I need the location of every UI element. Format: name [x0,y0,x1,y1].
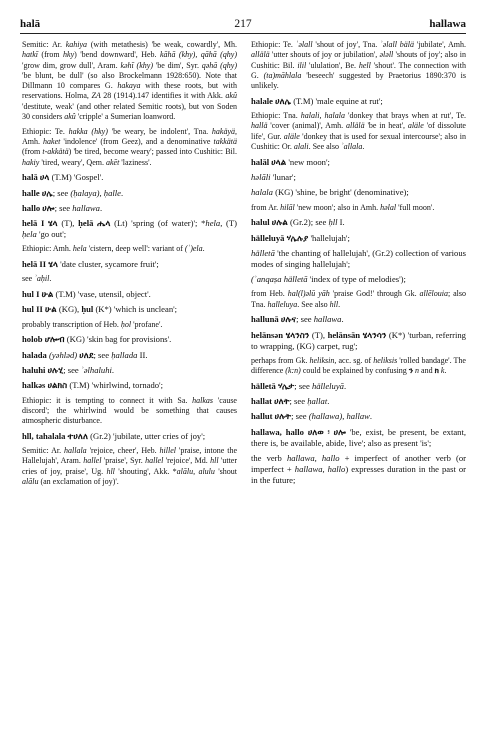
text-run: helā I [22,218,48,229]
text-run: 'jubilate', Amh. [413,40,467,49]
text-run: (T.M) 'vase, utensil, object'. [53,289,151,300]
text-run: see [22,274,35,284]
text-run: 'indolence' (from Geez), and a denominative [60,137,214,147]
text-run: (from [38,50,64,60]
text-run: hälleluyā [251,232,287,243]
dictionary-paragraph [22,40,237,122]
text-run: hallala [64,446,87,456]
text-run: (with metathesis) 'be weak, cowardly', Mh. [87,40,237,49]
header-rule [20,33,466,34]
text-run: ሁል [44,304,57,315]
text-run: halale [251,95,276,106]
text-run: 'profane'. [131,319,163,329]
text-run: Semitic: Ar. [22,40,66,49]
text-run: Semitic: Ar. [22,446,65,456]
page-number: 217 [234,18,252,30]
dictionary-paragraph [22,304,237,315]
dictionary-paragraph [251,248,466,270]
text-run: ሀላ [39,172,50,183]
text-run: ʾaḥil [34,274,50,284]
dictionary-paragraph [22,203,237,214]
text-run: (T.M) 'whirlwind, tornado'; [67,380,163,391]
text-run: (from [22,147,43,157]
text-run: halā [22,172,40,183]
dictionary-paragraph [251,217,466,228]
text-run: halada [22,349,49,360]
text-run: alālu [22,477,39,487]
dictionary-paragraph [22,365,237,376]
text-run: ሀልክስ [47,380,68,391]
text-run: ; see [63,364,81,375]
text-run: 'new moon'; [286,156,330,167]
text-run: ḥalle [103,187,121,198]
text-run: ; see [294,380,312,391]
dictionary-paragraph [22,350,237,361]
text-run: (ʾ)ela [184,244,203,254]
text-run: 'ululation', Be. [306,60,359,70]
text-run: , (T) [220,218,237,229]
text-run: ḥol [120,319,132,329]
text-run: 'praise', Syr. [101,456,146,466]
text-run: (ʾanqaṣa hälletā [251,274,308,285]
text-run: 'rejoice', Md. [163,456,211,466]
text-run: . See also [308,142,341,152]
dictionary-paragraph [251,453,466,486]
text-run: ḥul [81,304,96,315]
text-run: kāhā (khy), qāhā (qhy) [159,50,238,60]
text-run: holob [22,334,45,345]
text-run: 'donkey that brays when at rut', Te. [344,111,467,121]
text-run: (ḥalaya) [70,187,100,198]
text-run: 'date cluster, sycamore fruit'; [57,259,159,270]
dictionary-paragraph [22,396,237,427]
text-run: hal(l)əlū yāh [287,289,330,299]
text-run: (T.M) 'male equine at rut'; [291,95,383,106]
text-run: 'grow dim, grow dull', Aram. [22,60,121,70]
text-run: ḥallat [307,396,328,407]
text-run: 28 (1914).147 identifies it with Akk. [100,91,226,101]
text-run: from Heb. [251,289,288,299]
text-run: akēt [105,157,120,167]
text-run: ሀላል [271,156,287,167]
text-run: haket [43,137,61,147]
text-run: ; see [54,202,73,213]
text-run: 'praise God!' through Gk. [329,289,420,299]
text-run: Ethiopic: Te. [22,126,69,136]
header-right-word: hallawa [429,18,466,30]
text-run: ) 'be tired, become weary'; passed into Cushitic: Bil. [68,147,237,157]
text-run: ʾəlall [295,40,313,49]
text-run: the verb [251,452,287,463]
text-run: 'index of type of melodies'); [307,274,406,285]
text-run: 'beseech' suggested by Praetorius 1890:370 is unlikely. [251,70,466,91]
text-run: hillel [159,446,176,456]
text-run: helā II [22,259,49,270]
dictionary-paragraph [22,446,237,487]
text-run: ሄላ [48,259,58,270]
dictionary-paragraph [22,172,237,183]
text-run: (T.M) 'Gospel'. [49,172,104,183]
text-run: 'full moon'. [396,202,435,212]
text-run: with these roots, but with reservations. Holma, [22,81,237,101]
text-run: hallawa, hallo [251,426,308,437]
text-run: hll, tahalala [22,430,68,441]
dictionary-paragraph [22,188,237,199]
right-column [251,40,466,490]
text-run: (an exclamation of joy)'. [38,477,119,487]
text-run: (yəhləd) [49,349,80,360]
text-run: hul I [22,289,42,300]
text-run: heliksis [373,355,398,365]
text-run: ሔላ [97,218,111,229]
text-run: hallat [251,396,275,407]
text-run: 'be weary, be indolent', Tna. [107,126,212,136]
text-run: 'cover (animal)', Amh. [267,121,346,131]
text-run: hallut [251,411,275,422]
text-run: hul II [22,304,45,315]
text-run: ḥelā [78,218,98,229]
text-run: ሀሉል [271,217,288,228]
text-run: hell [358,60,371,70]
text-run: hälletā [251,380,278,391]
text-run: 'go out'; [36,229,67,240]
text-run: could be explained by confusing [300,366,409,376]
text-run: 'shout of joy', Tna. [312,40,381,49]
text-run: haluhi [22,364,48,375]
text-run: ሀሎ [42,202,55,213]
text-run: həlal [380,202,397,212]
text-run: halali, halala [300,111,345,121]
dictionary-paragraph [251,203,466,213]
text-run: hky [63,50,75,60]
dictionary-paragraph [22,320,237,330]
dictionary-paragraph [251,427,466,449]
text-run: hakaya [117,81,141,91]
text-run: halkas [192,395,214,405]
text-run: hatkī [22,50,38,60]
dictionary-paragraph [22,274,237,284]
text-run: . [444,366,447,376]
text-run: ሀለት [274,396,290,407]
text-run: 'rejoice, cheer', Heb. [86,446,160,456]
text-run: kahiya [65,40,88,49]
text-run: . [341,314,344,325]
text-run: 'the chanting of hallelujah', (Gr.2) collection of various modes of singing hallelujah'; [251,247,466,269]
text-run: 'cause discord'; the whirlwind would be something that causes atmospheric disturbance. [22,395,237,426]
text-run: (hallawa) [308,411,343,422]
text-run: hilāl [280,202,295,212]
text-run: (KG) 'skin bag for provisions'. [64,334,172,345]
text-run: 'shouts of joy'; also in Cushitic: Bil. [251,50,466,70]
text-run: hakiy [22,157,40,167]
text-run: Ethiopic: Te. [251,40,296,49]
text-run: (Lt) 'spring (of water)'; * [110,218,206,229]
left-column [22,40,237,492]
text-run: 'shout [214,466,238,476]
text-run: 'be dim', Syr. [153,60,202,70]
text-run: 'lunar'; [270,172,296,183]
text-run: ሀሉሂ [47,364,64,375]
dictionary-paragraph [22,334,237,345]
text-run: hallel [145,456,164,466]
text-run: probably transcription of Heb. [22,319,121,329]
dictionary-paragraph [251,157,466,168]
text-run: . [49,274,52,284]
text-run: allēlouia [419,289,448,299]
text-run: ተሀለለ [67,430,88,441]
text-run: (T), [57,218,79,229]
text-run: qəhā (qhy) [201,60,237,70]
text-run: halul [251,217,272,228]
text-run: ሀሉት [274,411,292,422]
text-run: aläle [407,121,424,131]
dictionary-paragraph [22,127,237,168]
text-run: (KG) 'shine, be bright' (denominative); [272,187,409,198]
text-run: hallunā [251,314,281,325]
text-run: hela [72,244,87,254]
text-run: . [99,202,103,213]
text-run: 'new moon'; also in Amh. [294,202,381,212]
text-run: akû [225,91,237,101]
text-run: t-akkätä [42,147,69,157]
text-run: akû [64,112,76,122]
text-run: . [202,244,205,254]
text-run: ሀለወ ፡ ሀሎ [307,426,346,437]
text-run: ḥll [328,217,338,228]
text-run: ) 'bend downward', Heb. [74,50,160,60]
text-run: hll [106,466,115,476]
text-run: hallawa [72,202,100,213]
text-run: 'of dissolute life', Gur. [251,121,466,141]
text-run: allälä [251,50,270,60]
dictionary-paragraph [22,380,237,391]
text-run: perhaps from Gk. [251,355,310,365]
text-run: heliksin [309,355,335,365]
text-run: ; see [52,187,71,198]
text-run: ; see [291,411,309,422]
text-run: hallawa, hallo [286,452,340,463]
text-run: (T), [309,329,328,340]
text-run: halala [251,187,273,198]
text-run: , [342,411,347,422]
text-run: hallo [22,202,43,213]
text-run: Ethiopic: it is tempting to connect it with Sa. [22,395,193,405]
text-run: . [338,299,341,309]
text-run: ; also Tna. [251,289,466,309]
text-run: . [343,380,347,391]
dictionary-paragraph [251,40,466,91]
dictionary-paragraph [22,244,237,254]
dictionary-paragraph [251,411,466,422]
text-run: takkätä [213,137,238,147]
text-run: halkəs [22,380,48,391]
text-run: ን [408,366,414,376]
text-run: ; see [289,396,308,407]
dictionary-paragraph [251,233,466,244]
text-run: 'rolled bandage'. The difference [251,355,466,376]
text-run: 'praise, intone the Hallelujah', Aram. [22,446,237,466]
text-run: ሀሌ [41,187,53,198]
text-run: hallä [251,121,268,131]
text-run: . See also [297,299,330,309]
text-run: ሄላንስን [285,329,310,340]
text-run: həlāli [251,172,271,183]
text-run: ሁል [41,289,54,300]
text-run: , Amh. [22,126,238,147]
text-run: ḥallada [111,349,138,360]
text-run: (K*) 'turban, referring to wrapping, (KG) carpet, rug'; [251,329,466,351]
text-run: I. [337,217,345,228]
dictionary-paragraph [251,274,466,285]
text-run: . [369,411,373,422]
text-run: allälä [345,121,365,131]
dictionary-paragraph [251,96,466,107]
text-run: helānsən [251,329,286,340]
text-run: hakka (hky) [68,126,108,136]
dictionary-paragraph [22,259,237,270]
text-run: from Ar. [251,202,281,212]
text-run: kəhī (khy) [120,60,153,70]
text-run: (Gr.2) 'jubilate, utter cries of joy'; [87,430,206,441]
text-run: k [440,366,445,376]
text-run: ilil [297,60,307,70]
dictionary-paragraph [251,289,466,310]
text-run: ሀለሌ [275,95,292,106]
text-run: . [327,396,330,407]
running-header [20,18,466,34]
text-run: ሄላ [47,218,58,229]
text-run: hälletā [251,247,275,258]
text-run: halleluya [267,299,298,309]
text-run: ሀለደ [79,349,94,360]
text-run: 'hallelujah'; [308,232,350,243]
text-run: 'laziness'. [119,157,152,167]
text-run: ələll [379,50,394,60]
text-run: 'shout'. The connection with G. [251,60,466,80]
text-run: hela [205,218,221,229]
text-run: 'shouting', Akk. * [114,466,177,476]
text-run: . [111,364,115,375]
dictionary-paragraph [251,396,466,407]
text-run: . [120,187,124,198]
text-run: hallawa [313,314,342,325]
text-run: (KG), [56,304,82,315]
text-run: ሃሌታ [277,380,295,391]
text-run: . [362,142,365,152]
dictionary-paragraph [251,111,466,152]
text-run: ZA [91,91,101,101]
text-run: halle [22,187,42,198]
text-run: hallel [83,456,102,466]
dictionary-paragraph [251,314,466,325]
text-run: ) expresses duration in the past or in the future; [251,463,466,485]
text-run: hll [210,456,219,466]
text-run: aläle [283,131,300,141]
text-run: alālu, alulu [176,466,215,476]
text-run: 'cistern, deep well': variant of [86,244,185,254]
text-run: (Gr.2); see [287,217,329,228]
dictionary-paragraph [251,172,466,183]
text-run: 'be blunt, be dull' (so also Brockelmann 1928:650). Note that Dillmann 10 compares G. [22,70,237,91]
text-run: ; see [296,314,314,325]
text-run: ʾəlhaluhi [80,364,112,375]
text-run: ʾallala [341,142,363,152]
text-run: and [419,366,435,376]
text-run: 'donkey that is used for sexual intercourse'; also in Cushitic: Or. [251,131,466,152]
text-run: ሆሎብ [44,334,65,345]
text-run: n [415,366,420,376]
text-run: ክ [434,366,439,376]
text-run: Ethiopic: Amh. [22,244,73,254]
text-run: ; see [93,349,112,360]
text-run: (K*) 'which is unclean'; [95,304,178,315]
text-run: , acc. sg. of [334,355,374,365]
dictionary-paragraph [251,381,466,392]
text-run: II. [137,349,148,360]
text-run: (k:n) [285,366,301,376]
dictionary-paragraph [251,330,466,352]
dictionary-paragraph [22,289,237,300]
text-run: hallaw [346,411,370,422]
text-run: ሀሉና [280,314,297,325]
text-run: Ethiopic: Tna. [251,111,301,121]
dictionary-paragraph [251,356,466,377]
text-run: ḥela [22,229,37,240]
text-run: halāl [251,156,272,167]
dictionary-paragraph [251,187,466,198]
text-run: hll [329,299,339,309]
text-run: ሄላንሳን [362,329,387,340]
text-run: 'cripple' a Sumerian loanword. [75,112,176,122]
dictionary-paragraph [22,431,237,442]
text-run: 'tired, weary', Qem. [39,157,106,167]
dictionary-paragraph [22,218,237,240]
text-run: 'utter shouts of joy or jubilation', [269,50,380,60]
header-left-word: halā [20,18,41,30]
text-run: hälleluyā [311,380,344,391]
text-run: hakäyä [211,126,236,136]
text-run: helānsān [327,329,363,340]
text-run: 'utter cries of joy, praise', Ug. [22,456,238,476]
text-run: hallawa, hallo [294,463,346,474]
text-run: 'be, exist, be present, be extant, there is, be available, abide, live'; also as present 'is'; [251,426,466,448]
text-run: (ta)māhlala [263,70,302,80]
text-run: , [99,187,104,198]
text-run: ʾəlall bälä [380,40,414,49]
text-run: 'destitute, weak' (and other related Semitic roots), but von Soden 30 considers [22,101,237,122]
text-run: + imperfect of another verb (or imperfect + [251,452,466,474]
text-run: alali [293,142,309,152]
text-run: 'be in heat', [364,121,408,131]
text-run: ሃሌሉያ [286,232,309,243]
